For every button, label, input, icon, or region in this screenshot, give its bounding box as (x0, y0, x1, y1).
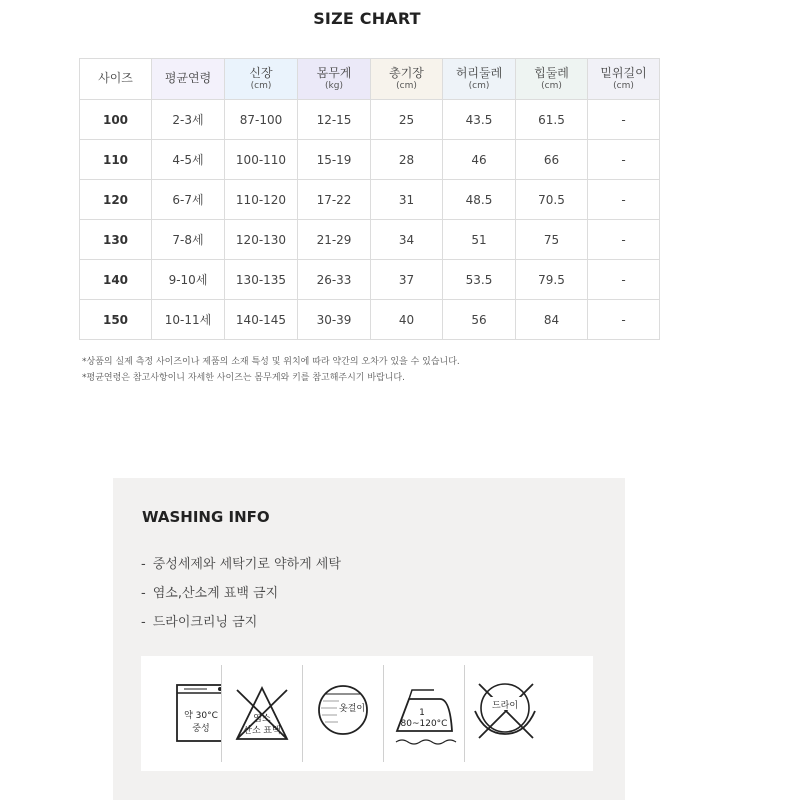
header-cell: 사이즈 (80, 59, 152, 100)
washing-info-panel (113, 478, 625, 800)
size-cell: 140 (80, 260, 152, 300)
table-row (80, 140, 660, 180)
bleach-label: 표백 (263, 726, 281, 736)
table-cell: 61.5 (516, 100, 588, 140)
header-cell: 몸무게 (kg) (298, 59, 371, 100)
hang-dry-icon (303, 656, 383, 771)
table-cell: 48.5 (443, 180, 516, 220)
table-cell: 79.5 (516, 260, 588, 300)
table-cell: - (588, 220, 660, 260)
table-cell: 84 (516, 300, 588, 340)
machine-wash-icon (141, 656, 221, 771)
dry-clean-label: 드라이 (491, 701, 519, 711)
size-notes (82, 354, 460, 386)
no-dry-clean-icon (465, 656, 545, 771)
table-cell: 130-135 (225, 260, 298, 300)
table-row (80, 300, 660, 340)
hanger-label: 옷걸이 (338, 704, 366, 714)
bleach-oxygen-label: 산소 (243, 726, 261, 736)
table-cell: 34 (371, 220, 443, 260)
table-cell: 2-3세 (152, 100, 225, 140)
size-cell: 100 (80, 100, 152, 140)
table-cell: 21-29 (298, 220, 371, 260)
header-cell: 밑위길이 (cm) (588, 59, 660, 100)
iron-dot-label: 1 (419, 708, 425, 718)
size-cell: 150 (80, 300, 152, 340)
header-cell: 허리둘레 (cm) (443, 59, 516, 100)
header-cell: 신장 (cm) (225, 59, 298, 100)
header-cell: 총기장 (cm) (371, 59, 443, 100)
note-line: *평균연령은 참고사항이니 자세한 사이즈는 몸무게와 키를 참고해주시기 바랍니다. (82, 373, 405, 383)
table-cell: 37 (371, 260, 443, 300)
table-cell: 15-19 (298, 140, 371, 180)
table-cell: 46 (443, 140, 516, 180)
table-cell: 31 (371, 180, 443, 220)
page-title: SIZE CHART (313, 9, 421, 28)
washing-title: WASHING INFO (142, 508, 270, 526)
table-cell: 17-22 (298, 180, 371, 220)
table-cell: - (588, 300, 660, 340)
table-cell: 56 (443, 300, 516, 340)
table-header-row (80, 59, 660, 100)
size-chart-table (79, 58, 660, 340)
table-cell: 43.5 (443, 100, 516, 140)
care-icons-strip (141, 656, 593, 771)
table-cell: 4-5세 (152, 140, 225, 180)
table-row (80, 220, 660, 260)
table-cell: 12-15 (298, 100, 371, 140)
table-cell: 75 (516, 220, 588, 260)
table-cell: - (588, 140, 660, 180)
table-cell: 7-8세 (152, 220, 225, 260)
table-cell: 53.5 (443, 260, 516, 300)
table-cell: 66 (516, 140, 588, 180)
note-line: *상품의 실제 측정 사이즈이나 제품의 소재 특성 및 위치에 따라 약간의 오차가 있을 수 있습니다. (82, 357, 460, 367)
table-cell: 10-11세 (152, 300, 225, 340)
table-cell: 120-130 (225, 220, 298, 260)
size-cell: 130 (80, 220, 152, 260)
table-cell: 70.5 (516, 180, 588, 220)
table-cell: - (588, 180, 660, 220)
table-cell: 40 (371, 300, 443, 340)
table-cell: 100-110 (225, 140, 298, 180)
table-row (80, 100, 660, 140)
header-cell: 평균연령 (152, 59, 225, 100)
table-cell: - (588, 100, 660, 140)
table-cell: 87-100 (225, 100, 298, 140)
wash-temp-label: 약 30°C (184, 711, 218, 721)
size-cell: 110 (80, 140, 152, 180)
table-cell: 6-7세 (152, 180, 225, 220)
table-row (80, 180, 660, 220)
iron-icon (384, 656, 464, 771)
table-cell: 30-39 (298, 300, 371, 340)
table-cell: 140-145 (225, 300, 298, 340)
size-cell: 120 (80, 180, 152, 220)
table-cell: 51 (443, 220, 516, 260)
list-item: - 드라이크리닝 금지 (141, 615, 258, 630)
no-bleach-icon (222, 656, 302, 771)
table-cell: 28 (371, 140, 443, 180)
header-cell: 힙둘레 (cm) (516, 59, 588, 100)
table-cell: - (588, 260, 660, 300)
table-cell: 25 (371, 100, 443, 140)
table-cell: 110-120 (225, 180, 298, 220)
table-row (80, 260, 660, 300)
list-item: - 중성세제와 세탁기로 약하게 세탁 (141, 557, 341, 572)
washing-list (141, 550, 341, 637)
iron-temp-label: 80~120°C (400, 719, 448, 729)
table-cell: 9-10세 (152, 260, 225, 300)
list-item: - 염소,산소계 표백 금지 (141, 586, 279, 601)
bleach-chlorine-label: 염소 (253, 714, 271, 724)
wash-mild-label: 중성 (192, 724, 210, 734)
table-cell: 26-33 (298, 260, 371, 300)
